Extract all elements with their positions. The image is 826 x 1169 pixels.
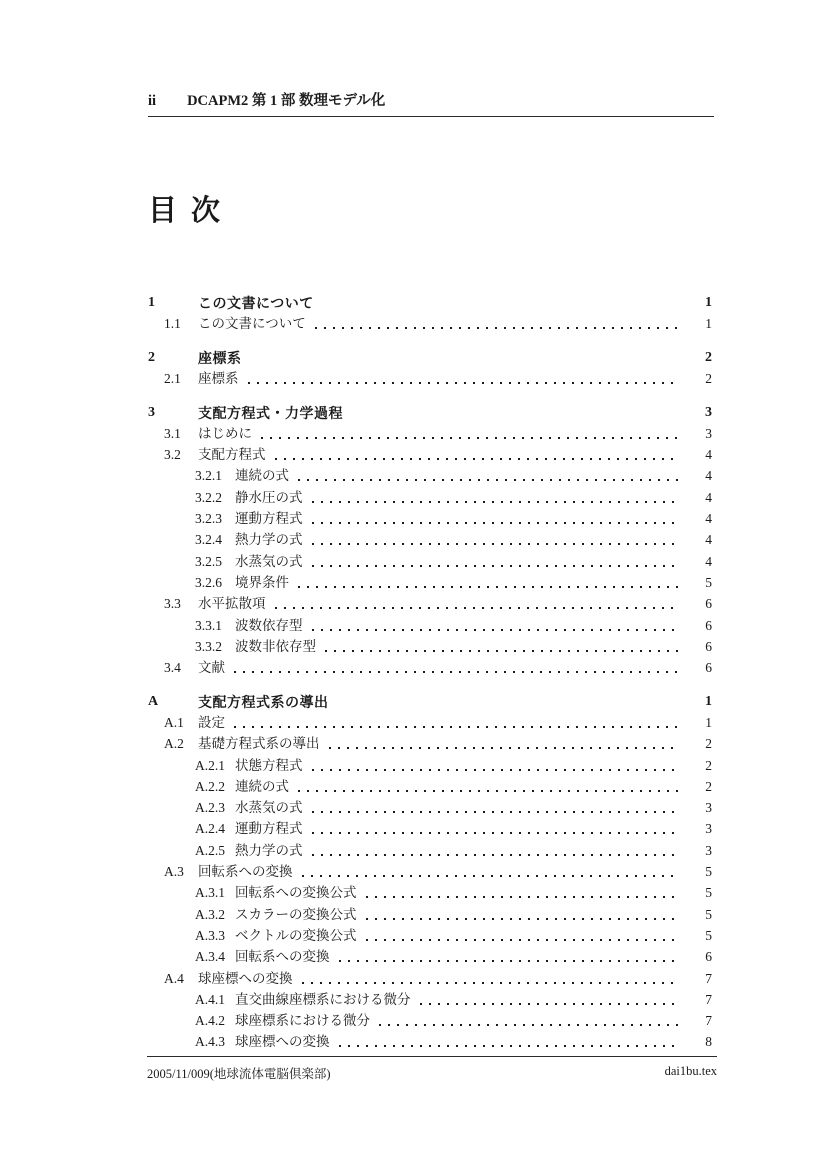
toc-entry-number: 2.1 — [164, 371, 181, 387]
dotted-leader — [248, 382, 681, 384]
toc-entry — [148, 367, 712, 388]
toc-entry-title: はじめに — [198, 425, 252, 441]
page-footer — [147, 1056, 717, 1082]
toc-entry-page: 3 — [705, 425, 712, 441]
toc-entry-number: A.4.1 — [195, 991, 225, 1007]
toc-entry — [148, 1030, 712, 1051]
dotted-leader — [366, 918, 681, 920]
toc-entry — [148, 635, 712, 656]
toc-entry-page: 4 — [705, 489, 712, 505]
toc-entry — [148, 507, 712, 528]
toc-entry-title: 波数非依存型 — [235, 638, 316, 654]
toc-entry — [148, 753, 712, 774]
toc-entry-title: 連続の式 — [235, 468, 289, 484]
toc-entry-number: A.3 — [164, 864, 184, 880]
toc-entry-title: 水蒸気の式 — [235, 800, 303, 816]
dotted-leader — [302, 982, 681, 984]
toc-entry-number: 3.3.1 — [195, 617, 222, 633]
toc-entry-title: 設定 — [198, 714, 225, 730]
toc-entry-number: A.2.3 — [195, 800, 225, 816]
toc-entry-title: ベクトルの変換公式 — [235, 927, 357, 943]
toc-entry — [148, 945, 712, 966]
toc-entry-page: 2 — [705, 349, 712, 365]
toc-entry-page: 6 — [705, 596, 712, 612]
toc-entry-number: 3.2.3 — [195, 511, 222, 527]
toc-entry — [148, 345, 712, 367]
toc-entry-number: A.2.1 — [195, 757, 225, 773]
toc-entry-page: 6 — [705, 617, 712, 633]
dotted-leader — [312, 543, 681, 545]
toc-entry-number: A.3.2 — [195, 906, 225, 922]
toc-entry-page: 1 — [705, 714, 712, 730]
toc-entry-number: 3.4 — [164, 660, 181, 676]
toc-entry-title: 支配方程式・力学過程 — [198, 404, 343, 421]
toc-entry-number: A.4.3 — [195, 1034, 225, 1050]
toc-entry-title: 波数依存型 — [235, 617, 303, 633]
toc-entry-page: 2 — [705, 736, 712, 752]
toc-entry-page: 4 — [705, 532, 712, 548]
toc-entry-page: 7 — [705, 991, 712, 1007]
toc-entry-title: 水蒸気の式 — [235, 553, 303, 569]
toc-entry-title: 回転系への変換 — [235, 949, 330, 965]
dotted-leader — [312, 522, 681, 524]
dotted-leader — [312, 629, 681, 631]
dotted-leader — [251, 361, 681, 363]
dotted-leader — [312, 501, 681, 503]
toc-entry-page: 6 — [705, 638, 712, 654]
toc-entry — [148, 443, 712, 464]
dotted-leader — [312, 832, 681, 834]
toc-entry-title: 回転系への変換 — [198, 864, 293, 880]
toc-entry-number: 3.2.5 — [195, 553, 222, 569]
header-page-label: ii — [148, 93, 157, 109]
toc-entry-page: 2 — [705, 757, 712, 773]
toc-entry-page: 3 — [705, 800, 712, 816]
toc-entry-page: 7 — [705, 1013, 712, 1029]
toc-entry — [148, 881, 712, 902]
dotted-leader — [339, 960, 681, 962]
toc-entry-number: A.2 — [164, 736, 184, 752]
toc-entry-number: 3.2.6 — [195, 574, 222, 590]
dotted-leader — [325, 650, 680, 652]
toc-entry — [148, 592, 712, 613]
toc-entry-page: 3 — [705, 821, 712, 837]
dotted-leader — [298, 479, 680, 481]
footer-left: 2005/11/009(地球流体電脳倶楽部) — [147, 1067, 331, 1081]
toc-entry — [148, 966, 712, 987]
toc-entry-page: 8 — [705, 1034, 712, 1050]
toc-entry-title: 座標系 — [198, 349, 242, 366]
dotted-leader — [312, 811, 681, 813]
toc-entry-number: 3.2.1 — [195, 468, 222, 484]
toc-entry-page: 7 — [705, 970, 712, 986]
toc-entry-title: 運動方程式 — [235, 821, 303, 837]
toc-entry-page: 2 — [705, 778, 712, 794]
toc-entry-number: 1.1 — [164, 316, 181, 332]
dotted-leader — [234, 671, 680, 673]
dotted-leader — [366, 896, 681, 898]
toc-entry-page: 4 — [705, 468, 712, 484]
toc-entry-page: 5 — [705, 574, 712, 590]
toc-entry-title: この文書について — [198, 295, 314, 311]
toc-entry — [148, 796, 712, 817]
dotted-leader — [315, 327, 680, 329]
toc-entry-number: A.4.2 — [195, 1013, 225, 1029]
toc-entry — [148, 485, 712, 506]
toc-entry-number: A.3.4 — [195, 949, 225, 965]
toc-entry-page: 3 — [705, 842, 712, 858]
toc-entry-title: 球座標系における微分 — [235, 1013, 370, 1029]
toc-entry-page: 6 — [705, 949, 712, 965]
toc-entry — [148, 1009, 712, 1030]
toc-entry-title: 熱力学の式 — [235, 532, 303, 548]
toc-entry — [148, 312, 712, 333]
toc-entry — [148, 290, 712, 312]
toc-entry — [148, 571, 712, 592]
dotted-leader — [379, 1024, 680, 1026]
toc-entry — [148, 838, 712, 859]
toc-entry-title: 支配方程式系の導出 — [198, 693, 329, 710]
dotted-leader — [420, 1003, 681, 1005]
toc-entry — [148, 732, 712, 753]
toc-entry-number: A.2.4 — [195, 821, 225, 837]
dotted-leader — [338, 705, 681, 707]
toc-entry — [148, 528, 712, 549]
toc-entry-page: 4 — [705, 447, 712, 463]
toc-entry-number: 1 — [148, 295, 155, 310]
toc-entry-page: 4 — [705, 553, 712, 569]
dotted-leader — [312, 769, 681, 771]
toc-entry-number: A.1 — [164, 714, 184, 730]
toc-entry-page: 4 — [705, 511, 712, 527]
running-header — [148, 89, 714, 117]
toc-entry-number: A.3.1 — [195, 885, 225, 901]
toc-entry-title: 球座標への変換 — [198, 970, 293, 986]
dotted-leader — [352, 416, 680, 418]
toc-entry-number: 3.3 — [164, 596, 181, 612]
toc-entry-page: 5 — [705, 906, 712, 922]
toc-entry — [148, 711, 712, 732]
toc-entry — [148, 775, 712, 796]
toc-entry-number: 3.2.4 — [195, 532, 222, 548]
toc-entry — [148, 464, 712, 485]
dotted-leader — [275, 607, 681, 609]
toc-entry-title: 支配方程式 — [198, 447, 266, 463]
dotted-leader — [339, 1045, 681, 1047]
toc-entry-title: 運動方程式 — [235, 511, 303, 527]
toc-entry — [148, 924, 712, 945]
toc-entry — [148, 422, 712, 443]
toc-entry-number: A.2.2 — [195, 778, 225, 794]
dotted-leader — [298, 586, 680, 588]
footer-right: dai1bu.tex — [664, 1064, 717, 1078]
header-title: DCAPM2 第 1 部 数理モデル化 — [187, 93, 386, 109]
toc-entry-title: 座標系 — [198, 371, 239, 387]
toc-entry-number: 3 — [148, 404, 155, 420]
dotted-leader — [323, 306, 680, 308]
dotted-leader — [298, 790, 680, 792]
toc-entry-title: 静水圧の式 — [235, 489, 303, 505]
toc-entry-page: 1 — [705, 316, 712, 332]
toc-entry-title: 回転系への変換公式 — [235, 885, 357, 901]
toc-entry-number: A.3.3 — [195, 927, 225, 943]
toc-entry — [148, 860, 712, 881]
toc-entry — [148, 656, 712, 677]
toc-entry-title: 球座標への変換 — [235, 1034, 330, 1050]
dotted-leader — [366, 939, 681, 941]
toc-entry — [148, 689, 712, 711]
dotted-leader — [302, 875, 681, 877]
toc-entry — [148, 902, 712, 923]
toc-entry-page: 2 — [705, 371, 712, 387]
toc-entry-title: 状態方程式 — [235, 757, 303, 773]
toc-entry-number: A.2.5 — [195, 842, 225, 858]
toc-entry-title: 連続の式 — [235, 778, 289, 794]
toc-entry-page: 1 — [705, 693, 712, 709]
toc-entry-page: 5 — [705, 927, 712, 943]
toc-entry — [148, 400, 712, 422]
dotted-leader — [261, 437, 680, 439]
toc-entry-number: A.4 — [164, 970, 184, 986]
toc-entry-title: 基礎方程式系の導出 — [198, 736, 320, 752]
toc-entry — [148, 817, 712, 838]
toc-list — [148, 290, 712, 1051]
toc-entry-page: 5 — [705, 864, 712, 880]
dotted-leader — [329, 747, 681, 749]
toc-entry-title: 直交曲線座標系における微分 — [235, 991, 411, 1007]
toc-entry-title: 熱力学の式 — [235, 842, 303, 858]
toc-heading: 目 次 — [148, 195, 224, 227]
toc-entry-page: 1 — [705, 295, 712, 310]
toc-entry-title: スカラーの変換公式 — [235, 906, 357, 922]
toc-entry-page: 6 — [705, 660, 712, 676]
toc-entry — [148, 549, 712, 570]
toc-entry — [148, 613, 712, 634]
toc-entry-number: 3.3.2 — [195, 638, 222, 654]
toc-entry-title: 水平拡散項 — [198, 596, 266, 612]
toc-entry-page: 3 — [705, 404, 712, 420]
toc-entry-title: 境界条件 — [235, 574, 289, 590]
dotted-leader — [312, 854, 681, 856]
toc-entry — [148, 988, 712, 1009]
toc-entry-number: 3.2.2 — [195, 489, 222, 505]
toc-entry-title: 文献 — [198, 660, 225, 676]
toc-entry-page: 5 — [705, 885, 712, 901]
toc-entry-number: 3.2 — [164, 447, 181, 463]
toc-entry-number: A — [148, 693, 159, 709]
dotted-leader — [234, 726, 680, 728]
toc-entry-title: この文書について — [198, 316, 306, 332]
toc-entry-number: 2 — [148, 349, 155, 365]
toc-entry-number: 3.1 — [164, 425, 181, 441]
dotted-leader — [275, 458, 681, 460]
dotted-leader — [312, 565, 681, 567]
